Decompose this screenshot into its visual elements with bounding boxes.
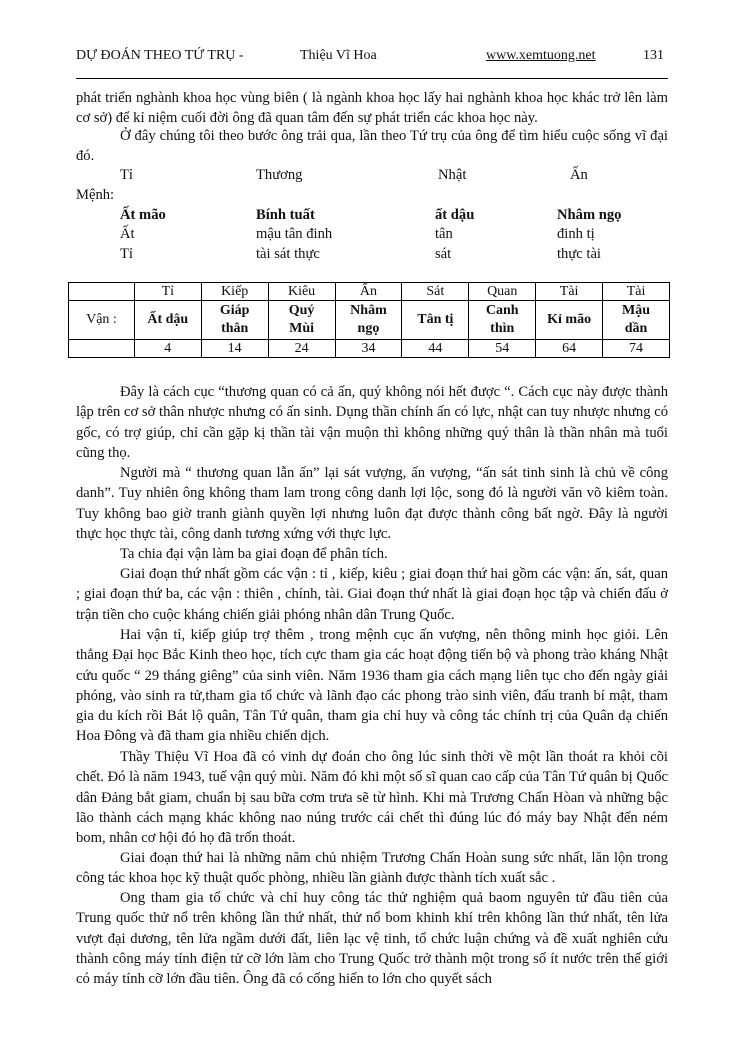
chart-god: Nhật — [438, 167, 467, 183]
body-paragraph: Giai đoạn thứ hai là những năm chủ nhiệm Trương Chấn Hoàn sung sức nhất, lăn lộn trong công tác khoa học kỹ thuật quốc phòng, nhiều lần giành được thành tích xuất sắc . — [76, 850, 668, 887]
table-age-cell: 4 — [134, 340, 201, 358]
table-god-cell: Quan — [469, 283, 536, 301]
table-pillar-cell: Ất dậu — [134, 301, 201, 340]
table-god-cell: Tài — [536, 283, 603, 301]
table-age-cell: 24 — [268, 340, 335, 358]
body-paragraph: Người mà “ thương quan lẫn ấn” lại sát vượng, ấn vượng, “ấn sát tinh sinh là chủ về công danh”. Tuy nhiên ông không tham lam trong công danh lợi lộc, song đó là người văn võ kiêm toàn. Tuy không bao giờ tranh giành quyền lợi nhưng luôn đạt được thành công bất ngờ. Đây là người thực học thực tài, công danh tương xứng với thực lực. — [76, 465, 668, 542]
intro-paragraph: Ở đây chúng tôi theo bước ông trải qua, lần theo Tứ trụ của ông để tìm hiểu cuộc sống vĩ đại đó. — [76, 128, 668, 165]
chart-pillar: Ất mão — [120, 207, 166, 223]
body-paragraph: Ta chia đại vận làm ba giai đoạn để phân tích. — [120, 546, 388, 562]
table-god-cell: Kiêu — [268, 283, 335, 301]
chart-pillar: ất dậu — [435, 207, 475, 223]
table-god-cell: Kiếp — [201, 283, 268, 301]
table-age-cell: 44 — [402, 340, 469, 358]
table-row-label: Vận : — [69, 301, 135, 340]
chart-god: Thương — [256, 167, 303, 183]
table-age-cell: 74 — [603, 340, 670, 358]
body-paragraph: Giai đoạn thứ nhất gồm các vận : tỉ , kiếp, kiêu ; giai đoạn thứ hai gồm các vận: ấn, sát, quan ; giai đoạn thứ ba, các vận : thiên , chính, tài. Giai đoạn thứ nhất là giai đoạn học tập và chiến đấu ở trận tiền cho cuộc kháng chiến giải phóng nhân dân Trung Quốc. — [76, 566, 668, 623]
chart-menh-label: Mệnh: — [76, 187, 115, 203]
chart-hidden-stem: đinh tị — [557, 226, 595, 242]
header-title: DỰ ĐOÁN THEO TỨ TRỤ - — [76, 48, 244, 63]
header-rule — [76, 78, 668, 79]
body-paragraph: Ong tham gia tổ chức và chỉ huy công tác thử nghiệm quả baom nguyên tử đầu tiên của Trung quốc thử nổ trên không lần thứ nhất, thử nổ bom khinh khí trên không lần thứ nhất, tên lửa vượt đại dương, tên lửa ngầm dưới đất, liên lạc vệ tinh, tổ chức luận chứng và đề xuất nghiên cứu thành công máy tính điện tử cỡ lớn làm cho Trung Quốc trở thành một trong số ít nước trên thế giới có máy tính cỡ lớn đầu tiên. Ông đã có cống hiến to lớn cho quyết sách — [76, 890, 668, 988]
table-pillar-cell: Canh thìn — [469, 301, 536, 340]
chart-god: Ấn — [570, 167, 588, 183]
chart-pillar: Bính tuất — [256, 207, 315, 223]
chart-hidden-god: thực tài — [557, 246, 601, 262]
table-pillar-cell: Quý Mùi — [268, 301, 335, 340]
table-god-cell: Tài — [603, 283, 670, 301]
table-pillar-cell: Mậu dần — [603, 301, 670, 340]
table-god-cell: Tỉ — [134, 283, 201, 301]
chart-pillar: Nhâm ngọ — [557, 207, 622, 223]
table-corner-cell — [69, 340, 135, 358]
table-pillar-cell: Tân tị — [402, 301, 469, 340]
header-author: Thiệu Vĩ Hoa — [300, 48, 377, 63]
table-age-cell: 54 — [469, 340, 536, 358]
table-age-cell: 64 — [536, 340, 603, 358]
chart-hidden-stem: Ất — [120, 226, 135, 242]
header-page-number: 131 — [643, 48, 664, 63]
chart-god: Tỉ — [120, 167, 133, 183]
chart-hidden-god: sát — [435, 246, 452, 262]
table-god-cell: Ấn — [335, 283, 402, 301]
table-god-cell: Sát — [402, 283, 469, 301]
header-website-link[interactable]: www.xemtuong.net — [486, 48, 596, 63]
luck-pillar-table — [68, 282, 670, 358]
table-pillar-cell: Nhâm ngọ — [335, 301, 402, 340]
body-paragraph: Đây là cách cục “thương quan có cả ấn, quý không nói hết được “. Cách cục này được thành lập trên cơ sở thân nhược nhưng có ấn sinh. Dụng thần chính ấn có lực, nhật can tuy nhược nhưng có gốc, có trợ giúp, chỉ cần gặp kị thần tài vận muộn thì không những quý thân là thần nhân mà tuổi cũng thọ. — [76, 384, 668, 461]
table-pillar-cell: Kỉ mão — [536, 301, 603, 340]
body-paragraph: Thầy Thiệu Vĩ Hoa đã có vinh dự đoán cho ông lúc sinh thời về một lần thoát ra khỏi cõi chết. Đó là năm 1943, tuế vận quý mùi. Năm đó khi một số sĩ quan cao cấp của Tân Tứ quân bị Quốc dân Đảng bắt giam, chuẩn bị sau bữa cơm trưa sẽ từ hình. Khi mà Trương Chấn Hòan và những bậc lão thành cách mạng khác không nao núng trước cái chết thì đúng lúc đó máy bay Nhật đến ném bom, nhân cơ hội đó họ đã trốn thoát. — [76, 749, 668, 847]
chart-hidden-god: Tỉ — [120, 246, 133, 262]
chart-hidden-stem: tân — [435, 226, 453, 242]
chart-hidden-stem: mậu tân đinh — [256, 226, 333, 242]
intro-paragraph: phát triển nghành khoa học vùng biên ( là ngành khoa học lấy hai nghành khoa học khác trở lên làm cơ sở) để kỉ niệm cuối đời ông đã quan tâm đến sự phát triển các khoa học này. — [76, 90, 668, 127]
body-paragraph: Hai vận tỉ, kiếp giúp trợ thêm , trong mệnh cục ấn vượng, nên thông minh học giỏi. Lên thẳng Đại học Bắc Kinh theo học, tích cực tham gia các hoạt động tiến bộ và phong trào kháng Nhật cứu quốc “ 29 tháng giêng” của sinh viên. Năm 1936 tham gia cách mạng liên tục cho đến ngày giải phóng, vào sinh ra tử,tham gia tổ chức và lãnh đạo các phong trào sinh viên, đấu tranh bí mật, tham gia du kích rồi Bát lộ quân, Tân Tứ quân, tham gia chỉ huy và công tác chính trị của Quân dạ chiến Hoa Đông và đã tham gia nhiều chiến dịch. — [76, 627, 668, 745]
table-age-cell: 14 — [201, 340, 268, 358]
chart-hidden-god: tài sát thực — [256, 246, 320, 262]
table-age-cell: 34 — [335, 340, 402, 358]
table-corner-cell — [69, 283, 135, 301]
table-pillar-cell: Giáp thân — [201, 301, 268, 340]
